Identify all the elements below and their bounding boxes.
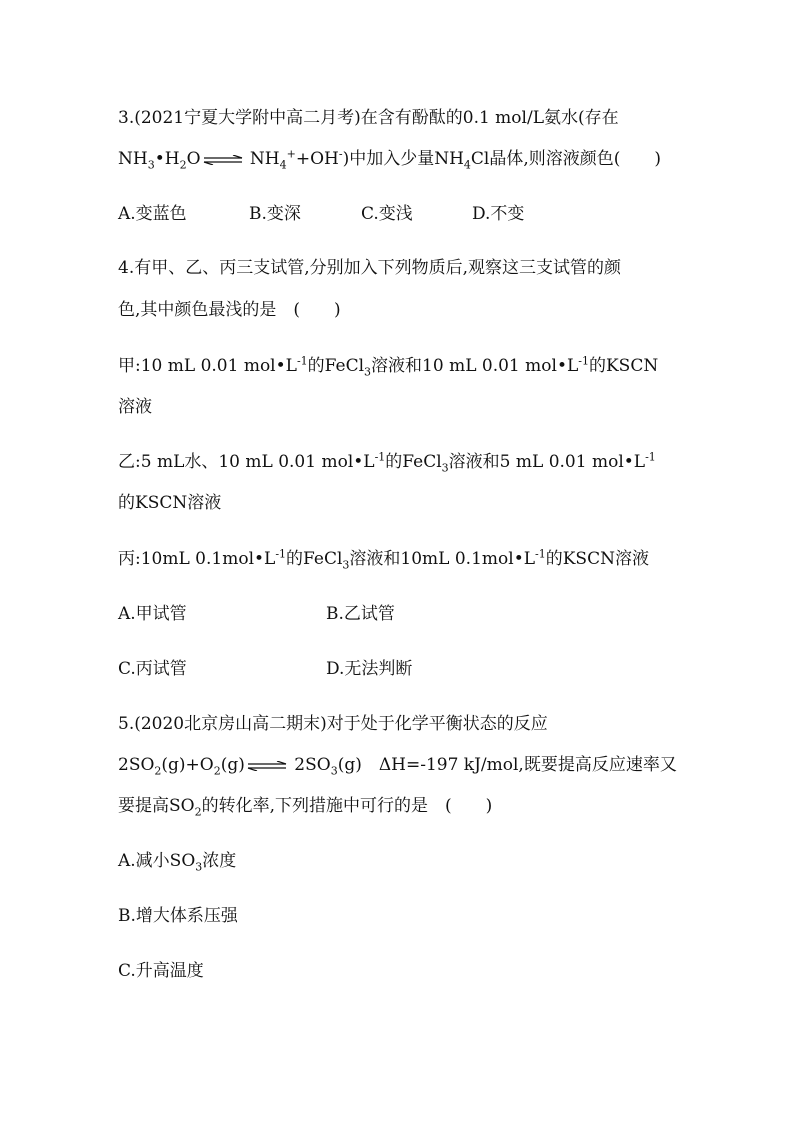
q3-oh-sup: - bbox=[338, 147, 343, 161]
q5-line3-a: 要提高SO bbox=[118, 796, 195, 816]
q4-bing-sup2: -1 bbox=[535, 547, 546, 561]
q3-option-b: B.变深 bbox=[249, 204, 301, 224]
q4-jia-a: 甲:10 mL 0.01 mol•L bbox=[118, 356, 297, 376]
q3-line2-rest: )中加入少量NH bbox=[342, 149, 464, 169]
q3-nh4: NH bbox=[244, 149, 280, 169]
q3-oh: +OH bbox=[295, 149, 339, 169]
q5-option-b: B.增大体系压强 bbox=[118, 906, 238, 926]
q5-line2 bbox=[118, 753, 677, 777]
q3-option-c: C.变浅 bbox=[361, 204, 413, 224]
q3-option-a: A.变蓝色 bbox=[118, 204, 187, 224]
q4-jia-sup1: -1 bbox=[296, 354, 308, 368]
q4-jia-line2: 溶液 bbox=[118, 397, 152, 417]
q4-bing-sub: 3 bbox=[342, 558, 350, 572]
q4-yi-sup2: -1 bbox=[645, 450, 656, 464]
q5-option-c: C.升高温度 bbox=[118, 961, 204, 981]
q4-yi-sup1: -1 bbox=[374, 450, 386, 464]
q5-line3-b: 的转化率,下列措施中可行的是 ( ) bbox=[201, 796, 493, 816]
q4-jia-sup2: -1 bbox=[578, 354, 589, 368]
q5-option-a-text: A.减小SO bbox=[118, 851, 196, 871]
q5-eq-a: 2SO bbox=[118, 755, 155, 775]
q4-option-b: B.乙试管 bbox=[326, 604, 395, 624]
q5-option-a bbox=[118, 849, 236, 873]
q4-jia-b: 的FeCl bbox=[307, 356, 365, 376]
q4-bing-b: 的FeCl bbox=[286, 549, 343, 569]
q4-yi-line2: 的KSCN溶液 bbox=[118, 493, 222, 513]
q5-line3 bbox=[118, 794, 492, 818]
q3-h2o-b: O bbox=[186, 149, 201, 169]
q4-bing-a: 丙:10mL 0.1mol•L bbox=[118, 549, 276, 569]
q5-line3-sub: 2 bbox=[194, 805, 202, 819]
q4-bing-c: 溶液和10mL 0.1mol•L bbox=[349, 549, 536, 569]
q3-nh3-sub: 3 bbox=[147, 158, 155, 172]
q4-jia-d: 的KSCN bbox=[588, 356, 659, 376]
equilibrium-arrow-icon bbox=[203, 155, 243, 165]
q5-eq-d: 2SO bbox=[288, 755, 331, 775]
q3-line1 bbox=[118, 106, 619, 130]
equilibrium-arrow-icon bbox=[247, 761, 287, 771]
q5-eq-d-sub: 3 bbox=[330, 764, 338, 778]
q5-eq-b: (g)+O bbox=[161, 755, 214, 775]
q5-eq-a-sub: 2 bbox=[154, 764, 162, 778]
q4-bing-line bbox=[118, 547, 649, 571]
q4-line1: 4.有甲、乙、丙三支试管,分别加入下列物质后,观察这三支试管的颜 bbox=[118, 258, 622, 278]
q5-option-a-end: 浓度 bbox=[202, 851, 237, 871]
q5-eq-e: (g) ΔH=-197 kJ/mol,既要提高反应速率又 bbox=[337, 755, 677, 775]
q4-bing-d: 的KSCN溶液 bbox=[545, 549, 649, 569]
q3-nh4-sub: 4 bbox=[279, 158, 287, 172]
q4-bing-sup1: -1 bbox=[275, 547, 287, 561]
q4-line2: 色,其中颜色最浅的是 ( ) bbox=[118, 300, 341, 320]
q4-option-c: C.丙试管 bbox=[118, 659, 187, 679]
q5-eq-b-sub: 2 bbox=[213, 764, 221, 778]
q3-line2-end: Cl晶体,则溶液颜色( ) bbox=[470, 149, 662, 169]
q3-h2o-a: •H bbox=[154, 149, 180, 169]
q3-line2 bbox=[118, 147, 661, 171]
q3-nh4cl-sub: 4 bbox=[463, 158, 471, 172]
q4-yi-c: 溶液和5 mL 0.01 mol•L bbox=[448, 452, 646, 472]
q5-option-a-sub: 3 bbox=[195, 860, 203, 874]
q4-option-d: D.无法判断 bbox=[326, 659, 413, 679]
q3-line1-text: 3.(2021宁夏大学附中高二月考)在含有酚酞的0.1 mol/L氨水(存在 bbox=[118, 108, 619, 128]
q4-jia-c: 溶液和10 mL 0.01 mol•L bbox=[371, 356, 579, 376]
q3-h2o-sub: 2 bbox=[179, 158, 187, 172]
q4-yi-sub: 3 bbox=[441, 461, 449, 475]
q4-jia-sub: 3 bbox=[364, 365, 372, 379]
q4-jia-line1 bbox=[118, 354, 658, 378]
q3-nh4-sup: + bbox=[286, 147, 296, 161]
q3-option-d: D.不变 bbox=[472, 204, 525, 224]
q5-eq-c: (g) bbox=[220, 755, 245, 775]
q4-yi-b: 的FeCl bbox=[385, 452, 442, 472]
q5-line1: 5.(2020北京房山高二期末)对于处于化学平衡状态的反应 bbox=[118, 714, 548, 734]
q3-nh3: NH bbox=[118, 149, 148, 169]
q4-option-a: A.甲试管 bbox=[118, 604, 187, 624]
q4-yi-line1 bbox=[118, 450, 656, 474]
q4-yi-a: 乙:5 mL水、10 mL 0.01 mol•L bbox=[118, 452, 375, 472]
